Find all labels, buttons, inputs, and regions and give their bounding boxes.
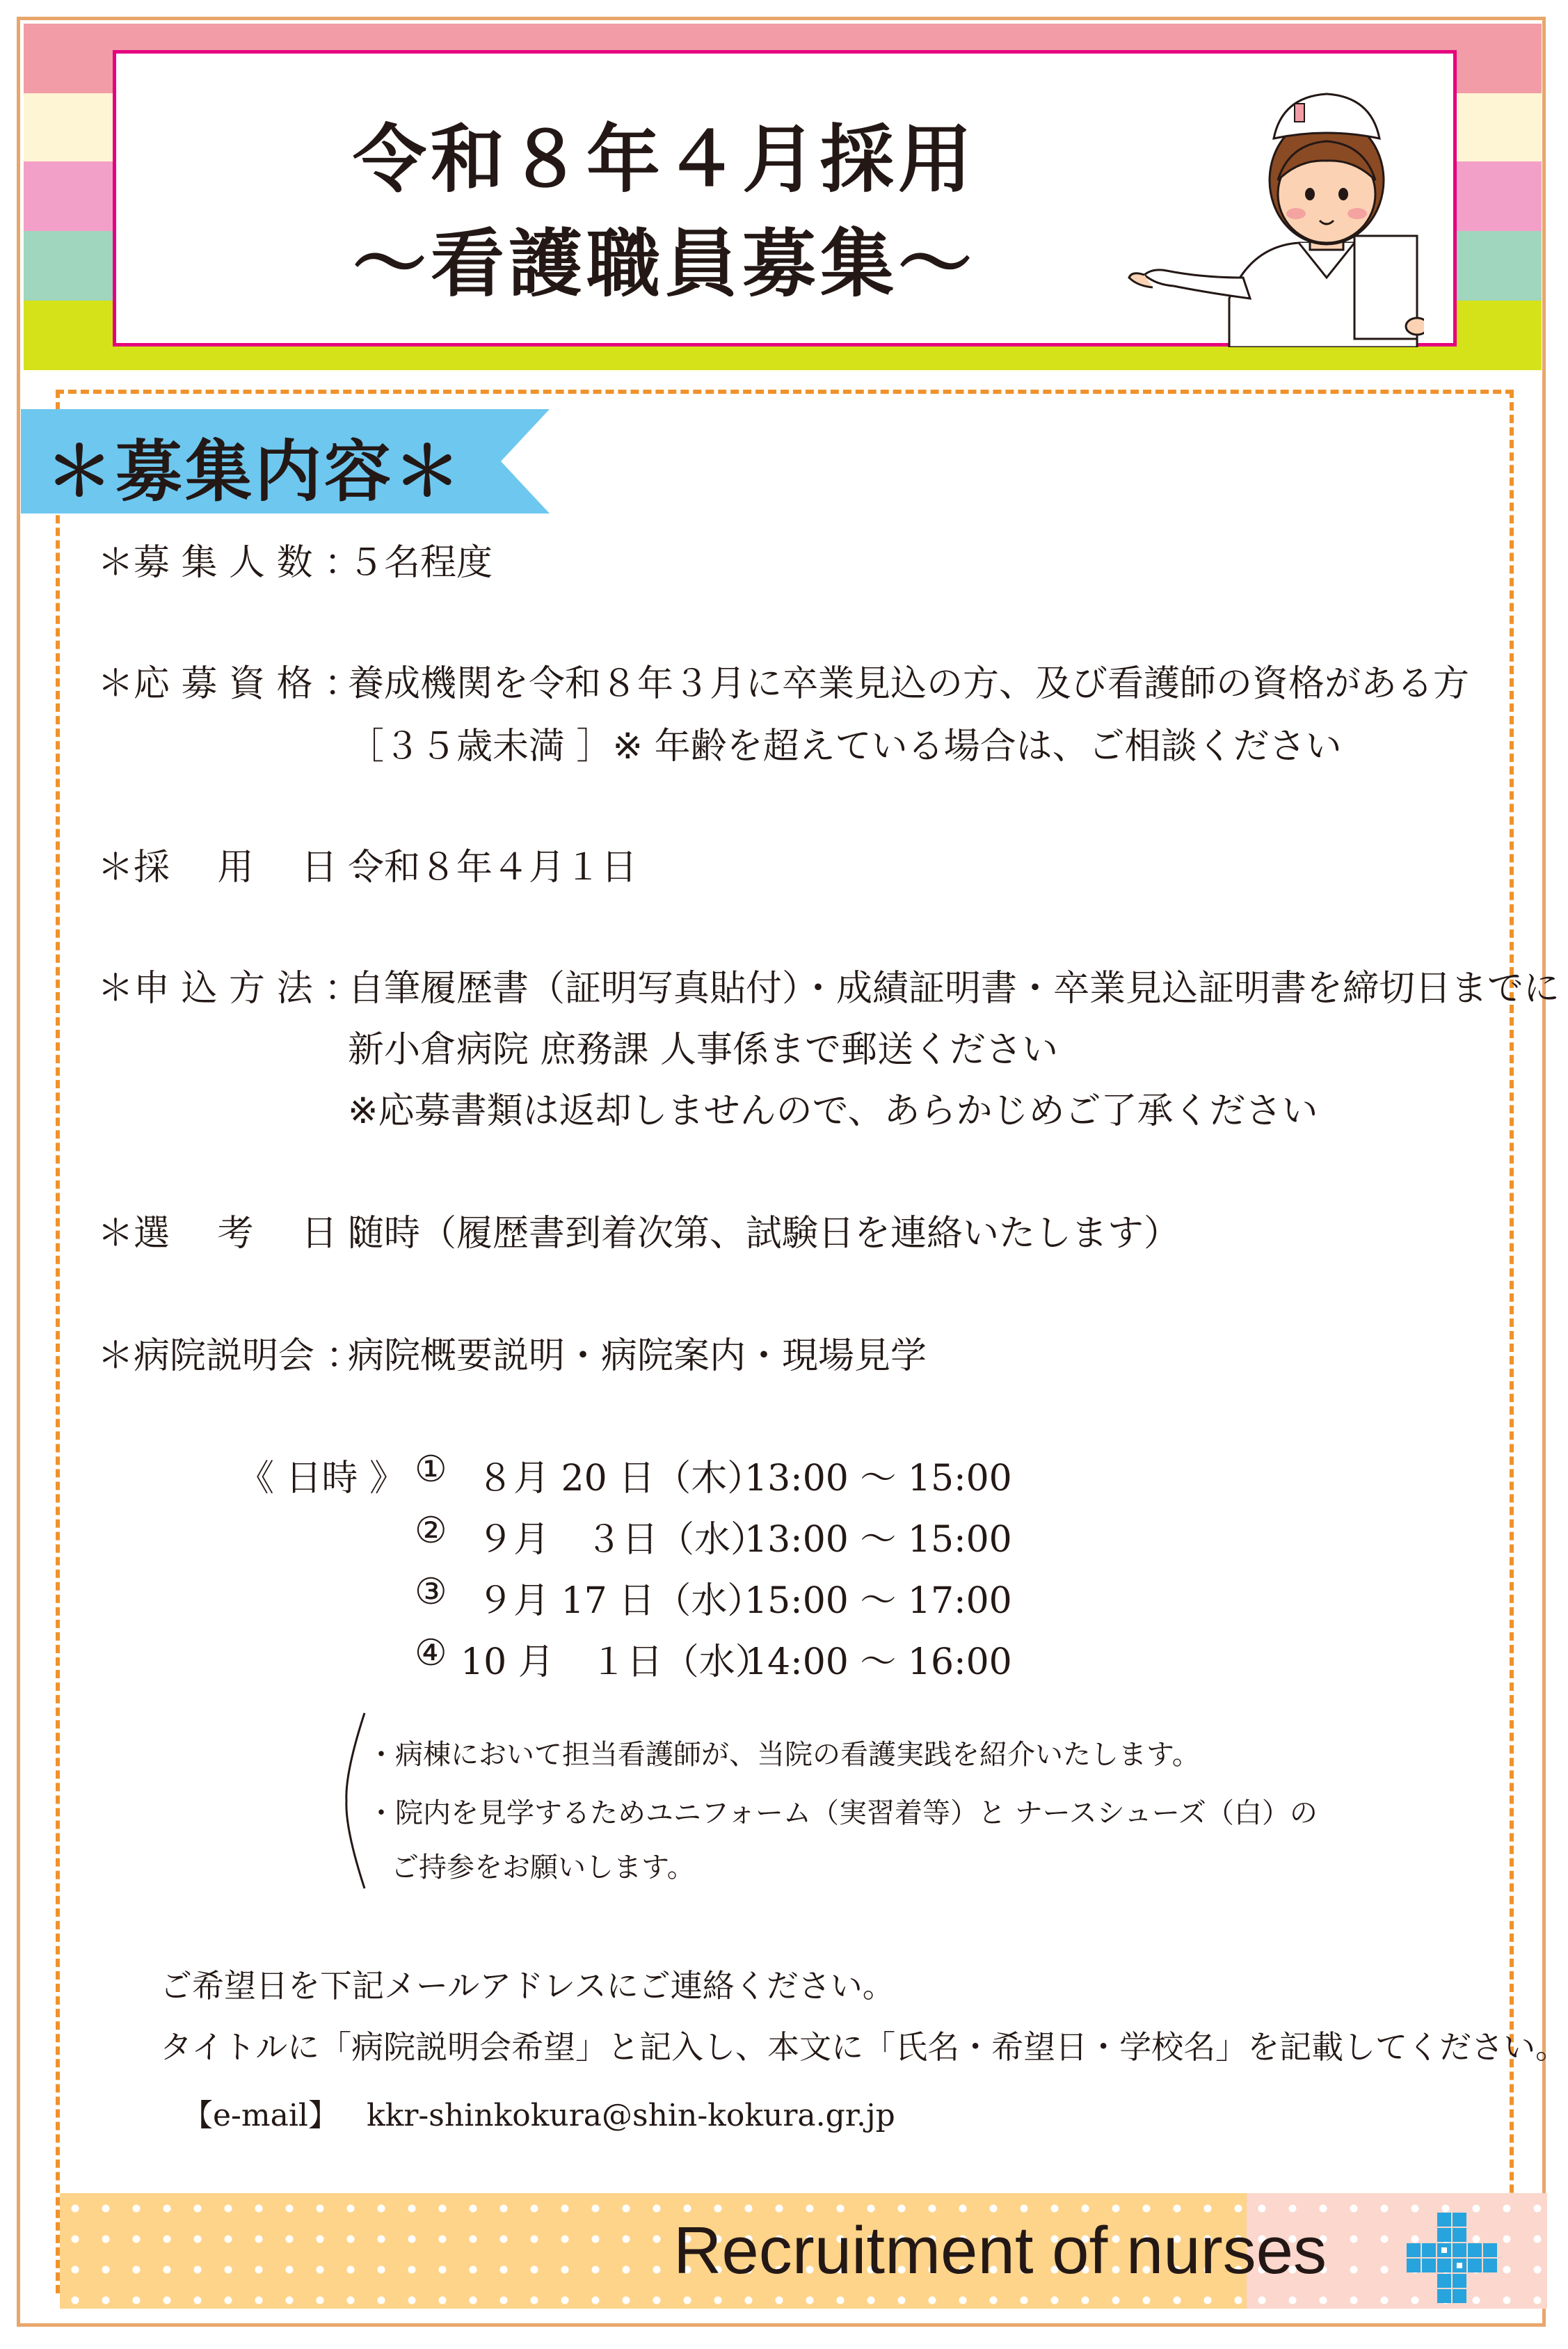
item-value: ※応募書類は返却しませんので、あらかじめご了承ください [348, 1090, 1318, 1132]
page-title: 令和８年４月採用 [353, 117, 976, 202]
item-value: 養成機関を令和８年３月に卒業見込の方、及び看護師の資格がある方 [348, 663, 1470, 705]
note-line: ご持参をお願いします。 [391, 1852, 695, 1884]
item-label: ＊応 募 資 格 ： [97, 663, 361, 705]
nurse-illustration [1125, 69, 1424, 347]
item-value: 病院概要説明・病院案内・現場見学 [348, 1335, 927, 1377]
footer-title: Recruitment of nurses [673, 2213, 1327, 2288]
note-line: ・病棟において担当看護師が、当院の看護実践を紹介いたします。 [367, 1739, 1200, 1771]
contact-instruction: ご希望日を下記メールアドレスにご連絡ください。 [160, 1967, 895, 2005]
session-date: ８月 20 日（木） [477, 1458, 764, 1499]
item-value: ５名程度 [348, 542, 493, 584]
section-heading: ＊募集内容＊ [46, 433, 463, 511]
session-date: ９月 ３日（水） [477, 1519, 767, 1561]
note-line: ・院内を見学するためユニフォーム（実習着等）と ナースシューズ（白）の [367, 1797, 1318, 1829]
session-number: ③ [415, 1571, 447, 1613]
item-value: 新小倉病院 庶務課 人事係まで郵送ください [348, 1029, 1059, 1071]
email-row [182, 2090, 895, 2135]
session-time: 14:00 〜 16:00 [744, 1641, 1012, 1683]
session-date: ９月 17 日（水） [477, 1580, 764, 1622]
notes-bracket [341, 1710, 369, 1891]
session-time: 15:00 〜 17:00 [744, 1580, 1012, 1622]
session-date: 10 月 １日（水） [461, 1641, 771, 1683]
item-value: ［３５歳未満 ］※ 年齢を超えている場合は、ご相談ください [348, 726, 1342, 767]
email-label: 【e-mail】 [182, 2098, 339, 2133]
item-value: 令和８年４月１日 [348, 847, 638, 889]
item-label: ＊選 考 日 ： [97, 1213, 385, 1255]
session-number: ② [415, 1510, 447, 1552]
session-number: ④ [415, 1632, 447, 1674]
session-number: ① [415, 1449, 447, 1490]
schedule-heading: 《 日時 》 [238, 1458, 406, 1499]
item-value: 自筆履歴書（証明写真貼付）・成績証明書・卒業見込証明書を締切日までに [348, 968, 1560, 1010]
item-label: ＊採 用 日 ： [97, 847, 385, 889]
title-box [113, 50, 1457, 347]
item-label: ＊病院説明会 ： [97, 1335, 362, 1377]
page-subtitle: 〜看護職員募集〜 [353, 221, 976, 307]
session-time: 13:00 〜 15:00 [744, 1458, 1012, 1499]
item-label: ＊募 集 人 数 ： [97, 542, 361, 584]
email-link[interactable]: kkr-shinkokura@shin-kokura.gr.jp [367, 2098, 895, 2133]
item-label: ＊申 込 方 法 ： [97, 968, 361, 1010]
cross-mosaic-icon [1407, 2213, 1497, 2303]
section-banner [21, 409, 550, 513]
item-value: 随時（履歴書到着次第、試験日を連絡いたします） [348, 1213, 1181, 1255]
contact-instruction-detail: タイトルに「病院説明会希望」と記入し、本文に「氏名・希望日・学校名」を記載してください。 [160, 2028, 1568, 2066]
session-time: 13:00 〜 15:00 [744, 1519, 1012, 1561]
